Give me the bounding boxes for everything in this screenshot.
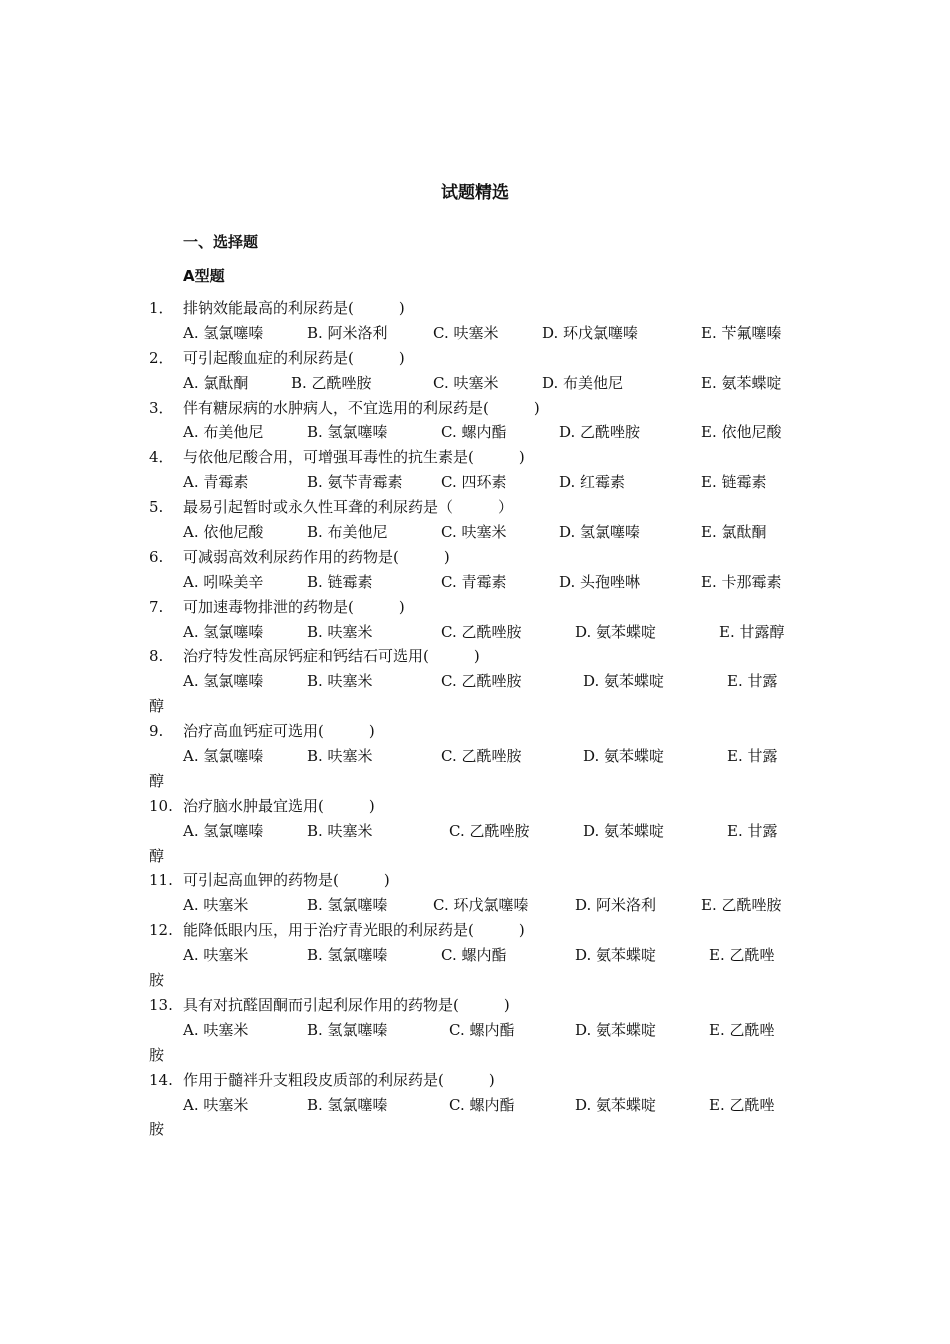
question-text: 可减弱高效利尿药作用的药物是( ) bbox=[183, 547, 450, 566]
answer-option: A. 布美他尼 bbox=[183, 423, 264, 442]
options-row bbox=[149, 620, 829, 645]
answer-option: B. 呋塞米 bbox=[307, 747, 373, 766]
question-text: 作用于髓袢升支粗段皮质部的利尿药是( ) bbox=[183, 1070, 495, 1089]
answer-option: B. 呋塞米 bbox=[307, 821, 373, 840]
question-number: 3． bbox=[149, 398, 174, 417]
question-list bbox=[149, 296, 829, 1142]
answer-option: C. 青霉素 bbox=[441, 572, 507, 591]
question-number: 12. bbox=[149, 921, 173, 940]
answer-option: C. 呋塞米 bbox=[433, 323, 499, 342]
answer-option: D. 乙酰唑胺 bbox=[559, 423, 641, 442]
answer-option: D. 氨苯蝶啶 bbox=[583, 747, 665, 766]
question-text: 治疗高血钙症可选用( ) bbox=[183, 722, 375, 741]
answer-option: E. 乙酰唑 bbox=[709, 1020, 775, 1039]
answer-option: D. 氢氯噻嗪 bbox=[559, 523, 641, 542]
options-row bbox=[149, 819, 829, 844]
question-stem bbox=[149, 396, 829, 421]
question-stem bbox=[149, 595, 829, 620]
options-row bbox=[149, 893, 829, 918]
answer-option: C. 螺内酯 bbox=[441, 423, 507, 442]
answer-option: D. 氨苯蝶啶 bbox=[575, 1020, 657, 1039]
options-row bbox=[149, 744, 829, 769]
answer-option: C. 呋塞米 bbox=[433, 373, 499, 392]
options-row bbox=[149, 520, 829, 545]
answer-option: C. 乙酰唑胺 bbox=[441, 622, 522, 641]
answer-option: A. 氯酞酮 bbox=[183, 373, 249, 392]
question-text: 最易引起暂时或永久性耳聋的利尿药是（ ） bbox=[183, 498, 514, 517]
answer-option: C. 呋塞米 bbox=[441, 523, 507, 542]
answer-option: D. 红霉素 bbox=[559, 473, 626, 492]
subsection-heading: A型题 bbox=[183, 267, 225, 285]
option-wrap-text: 胺 bbox=[149, 1045, 165, 1064]
answer-option: E. 甘露 bbox=[727, 747, 778, 766]
answer-option: E. 依他尼酸 bbox=[701, 423, 782, 442]
answer-option: B. 氨苄青霉素 bbox=[307, 473, 403, 492]
question-text: 可引起酸血症的利尿药是( ) bbox=[183, 348, 405, 367]
answer-option: E. 甘露 bbox=[727, 672, 778, 691]
options-row bbox=[149, 1018, 829, 1043]
option-wrap-text: 胺 bbox=[149, 1120, 165, 1139]
question-text: 排钠效能最高的利尿药是( ) bbox=[183, 299, 405, 317]
answer-option: B. 布美他尼 bbox=[307, 523, 388, 542]
question-stem bbox=[149, 1068, 829, 1093]
answer-option: A. 氢氯噻嗪 bbox=[183, 622, 264, 641]
answer-option: A. 依他尼酸 bbox=[183, 523, 264, 542]
option-wrap-line bbox=[149, 1117, 829, 1142]
options-row bbox=[149, 420, 829, 445]
answer-option: C. 乙酰唑胺 bbox=[449, 821, 530, 840]
question-text: 可加速毒物排泄的药物是( ) bbox=[183, 597, 405, 616]
question-number: 4． bbox=[149, 448, 174, 467]
option-wrap-text: 醇 bbox=[149, 846, 165, 865]
section-heading: 一、选择题 bbox=[183, 233, 259, 251]
question-stem bbox=[149, 918, 829, 943]
question-stem bbox=[149, 794, 829, 819]
question-text: 与依他尼酸合用，可增强耳毒性的抗生素是( ) bbox=[183, 448, 525, 467]
answer-option: E. 氯酞酮 bbox=[701, 523, 767, 542]
answer-option: C. 螺内酯 bbox=[441, 946, 507, 965]
option-wrap-line bbox=[149, 694, 829, 719]
question-text: 伴有糖尿病的水肿病人，不宜选用的利尿药是( ) bbox=[183, 398, 540, 417]
question-number: 14. bbox=[149, 1070, 173, 1089]
page-title: 试题精选 bbox=[441, 183, 509, 203]
options-row bbox=[149, 669, 829, 694]
answer-option: D. 氨苯蝶啶 bbox=[583, 672, 665, 691]
answer-option: B. 呋塞米 bbox=[307, 672, 373, 691]
question-stem bbox=[149, 495, 829, 520]
option-wrap-line bbox=[149, 1043, 829, 1068]
question-stem bbox=[149, 296, 829, 321]
answer-option: E. 甘露 bbox=[727, 821, 778, 840]
question-number: 13. bbox=[149, 995, 173, 1014]
question-stem bbox=[149, 644, 829, 669]
answer-option: B. 氢氯噻嗪 bbox=[307, 896, 388, 915]
question-stem bbox=[149, 346, 829, 371]
question-number: 5. bbox=[149, 498, 164, 517]
question-number: 1． bbox=[149, 299, 174, 317]
answer-option: E. 苄氟噻嗪 bbox=[701, 323, 782, 342]
answer-option: D. 氨苯蝶啶 bbox=[575, 622, 657, 641]
question-number: 6. bbox=[149, 547, 164, 566]
answer-option: D. 氨苯蝶啶 bbox=[575, 946, 657, 965]
question-number: 7. bbox=[149, 597, 164, 616]
question-number: 9. bbox=[149, 722, 164, 741]
question-text: 可引起高血钾的药物是( ) bbox=[183, 871, 390, 890]
options-row bbox=[149, 1093, 829, 1118]
question-number: 11. bbox=[149, 871, 173, 890]
question-stem bbox=[149, 719, 829, 744]
answer-option: E. 氨苯蝶啶 bbox=[701, 373, 782, 392]
answer-option: A. 氢氯噻嗪 bbox=[183, 747, 264, 766]
answer-option: E. 链霉素 bbox=[701, 473, 767, 492]
options-row bbox=[149, 371, 829, 396]
answer-option: D. 阿米洛利 bbox=[575, 896, 657, 915]
option-wrap-line bbox=[149, 844, 829, 869]
answer-option: B. 呋塞米 bbox=[307, 622, 373, 641]
answer-option: C. 四环素 bbox=[441, 473, 507, 492]
answer-option: A. 氢氯噻嗪 bbox=[183, 821, 264, 840]
question-number: 8. bbox=[149, 647, 164, 666]
question-stem bbox=[149, 993, 829, 1018]
options-row bbox=[149, 570, 829, 595]
answer-option: A. 吲哚美辛 bbox=[183, 572, 264, 591]
answer-option: D. 头孢唑啉 bbox=[559, 572, 641, 591]
answer-option: C. 螺内酯 bbox=[449, 1020, 515, 1039]
answer-option: D. 布美他尼 bbox=[542, 373, 624, 392]
question-stem bbox=[149, 445, 829, 470]
option-wrap-text: 醇 bbox=[149, 771, 165, 790]
answer-option: B. 链霉素 bbox=[307, 572, 373, 591]
question-text: 具有对抗醛固酮而引起利尿作用的药物是( ) bbox=[183, 995, 510, 1014]
answer-option: A. 呋塞米 bbox=[183, 896, 249, 915]
answer-option: C. 环戊氯噻嗪 bbox=[433, 896, 529, 915]
answer-option: E. 甘露醇 bbox=[719, 622, 785, 641]
options-row bbox=[149, 943, 829, 968]
answer-option: A. 呋塞米 bbox=[183, 1020, 249, 1039]
option-wrap-text: 醇 bbox=[149, 697, 165, 716]
answer-option: D. 环戊氯噻嗪 bbox=[542, 323, 639, 342]
answer-option: E. 乙酰唑 bbox=[709, 1095, 775, 1114]
answer-option: A. 氢氯噻嗪 bbox=[183, 672, 264, 691]
question-text: 治疗脑水肿最宜选用( ) bbox=[183, 796, 375, 815]
question-number: 10. bbox=[149, 796, 173, 815]
option-wrap-line bbox=[149, 769, 829, 794]
question-stem bbox=[149, 545, 829, 570]
answer-option: E. 乙酰唑胺 bbox=[701, 896, 782, 915]
option-wrap-text: 胺 bbox=[149, 971, 165, 990]
question-text: 治疗特发性高尿钙症和钙结石可选用( ) bbox=[183, 647, 480, 666]
options-row bbox=[149, 470, 829, 495]
answer-option: C. 螺内酯 bbox=[449, 1095, 515, 1114]
answer-option: B. 氢氯噻嗪 bbox=[307, 1020, 388, 1039]
answer-option: D. 氨苯蝶啶 bbox=[575, 1095, 657, 1114]
answer-option: C. 乙酰唑胺 bbox=[441, 747, 522, 766]
answer-option: B. 氢氯噻嗪 bbox=[307, 946, 388, 965]
answer-option: B. 阿米洛利 bbox=[307, 323, 388, 342]
answer-option: A. 氢氯噻嗪 bbox=[183, 323, 264, 342]
question-text: 能降低眼内压，用于治疗青光眼的利尿药是( ) bbox=[183, 921, 525, 940]
answer-option: B. 乙酰唑胺 bbox=[291, 373, 372, 392]
answer-option: E. 卡那霉素 bbox=[701, 572, 782, 591]
answer-option: A. 呋塞米 bbox=[183, 1095, 249, 1114]
answer-option: B. 氢氯噻嗪 bbox=[307, 1095, 388, 1114]
answer-option: A. 呋塞米 bbox=[183, 946, 249, 965]
answer-option: B. 氢氯噻嗪 bbox=[307, 423, 388, 442]
option-wrap-line bbox=[149, 968, 829, 993]
question-number: 2． bbox=[149, 348, 174, 367]
answer-option: A. 青霉素 bbox=[183, 473, 249, 492]
answer-option: E. 乙酰唑 bbox=[709, 946, 775, 965]
answer-option: D. 氨苯蝶啶 bbox=[583, 821, 665, 840]
answer-option: C. 乙酰唑胺 bbox=[441, 672, 522, 691]
options-row bbox=[149, 321, 829, 346]
question-stem bbox=[149, 868, 829, 893]
